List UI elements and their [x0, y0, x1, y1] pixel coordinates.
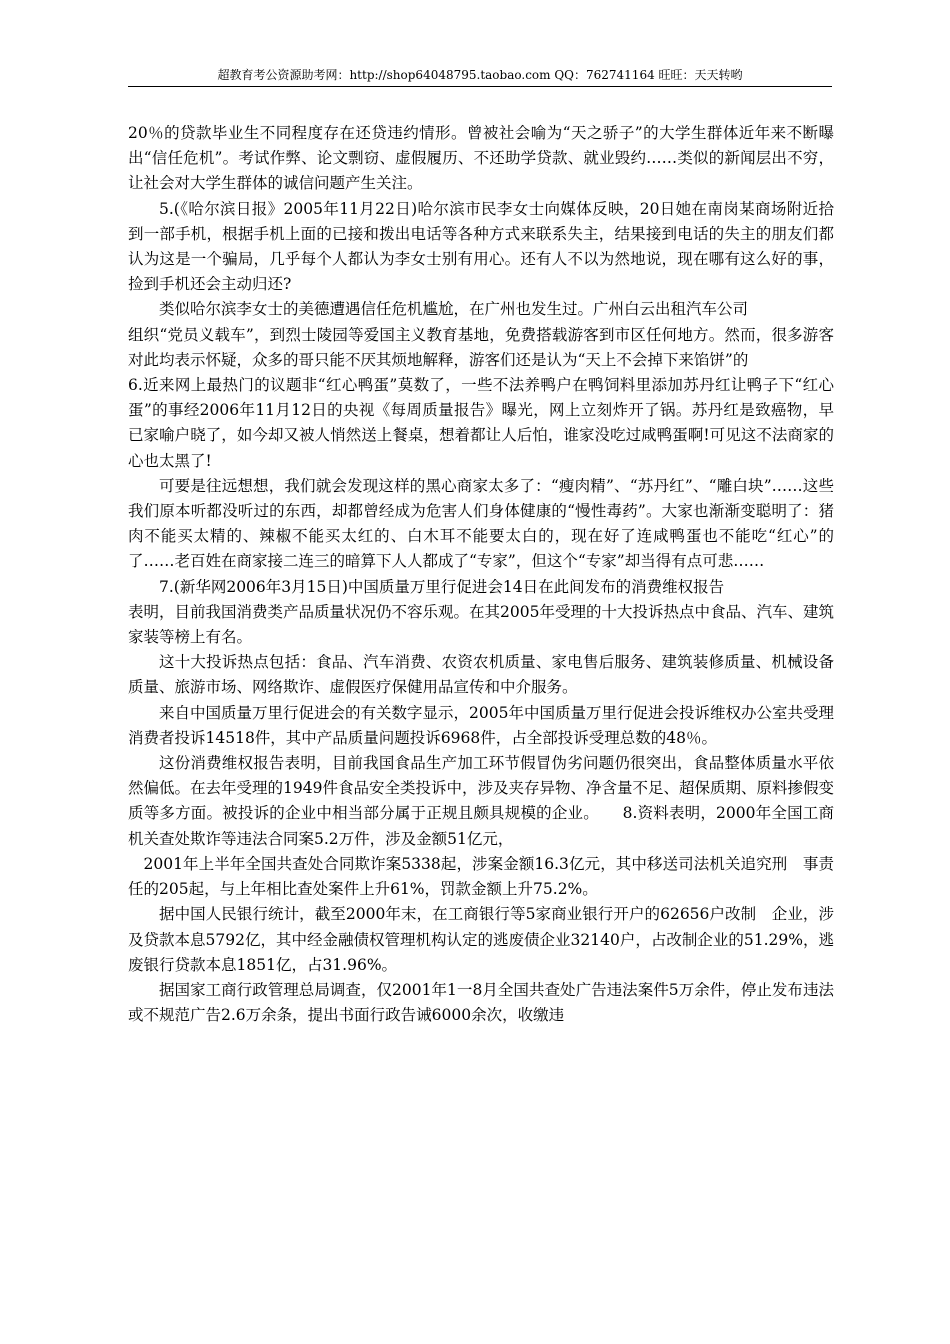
paragraph: 表明，目前我国消费类产品质量状况仍不容乐观。在其2005年受理的十大投诉热点中食品、汽车、建筑家装等榜上有名。 [128, 602, 834, 647]
paragraph: 7.(新华网2006年3月15日)中国质量万里行促进会14日在此间发布的消费维权报告 [159, 577, 725, 596]
paragraph: 5.(《哈尔滨日报》2005年11月22日)哈尔滨市民李女士向媒体反映，20日她在南岗某商场附近拾到一部手机，根据手机上面的已接和拨出电话等各种方式来联系失主，结果接到电话的失主的朋友们都认为这是一个骗局，几乎每个人都认为李女士别有用心。还有人不以为然地说，现在哪有这么好的事，捡到手机还会主动归还? [128, 199, 834, 294]
document-body [128, 121, 834, 1028]
paragraph: 这十大投诉热点包括：食品、汽车消费、农资农机质量、家电售后服务、建筑装修质量、机械设备质量、旅游市场、网络欺诈、虚假医疗保健用品宣传和中介服务。 [128, 653, 834, 697]
paragraph: 来自中国质量万里行促进会的有关数字显示，2005年中国质量万里行促进会投诉维权办公室共受理消费者投诉14518件，其中产品质量问题投诉6968件，占全部投诉受理总数的48％。 [128, 703, 834, 747]
paragraph: 2001年上半年全国共查处合同欺诈案5338起，涉案金额16.3亿元，其中移送司法机关追究刑 事责任的205起，与上年相比查处案件上升61%，罚款金额上升75.2%。 [128, 854, 834, 899]
header-divider [128, 86, 832, 87]
paragraph: 可要是往远想想，我们就会发现这样的黑心商家太多了：“瘦肉精”、“苏丹红”、“雕白块”……这些我们原本听都没听过的东西，却都曾经成为危害人们身体健康的“慢性毒药”。大家也渐渐变聪明了：猪肉不能买太精的、辣椒不能买太红的、白木耳不能要太白的，现在好了连咸鸭蛋也不能吃“红心”的了……老百姓在商家接二连三的暗算下人人都成了“专家”，但这个“专家”却当得有点可悲…… [128, 476, 834, 571]
paragraph: 组织“党员义载车”，到烈士陵园等爱国主义教育基地，免费搭载游客到市区任何地方。然而，很多游客对此均表示怀疑，众多的哥只能不厌其烦地解释，游客们还是认为“天上不会掉下来馅饼”的 [128, 325, 834, 369]
paragraph: 20％的贷款毕业生不同程度存在还贷违约情形。曾被社会喻为“天之骄子”的大学生群体近年来不断曝出“信任危机”。考试作弊、论文剽窃、虚假履历、不还助学贷款、就业毁约……类似的新闻层出不穷，让社会对大学生群体的诚信问题产生关注。 [128, 124, 834, 193]
paragraph: 6.近来网上最热门的议题非“红心鸭蛋”莫数了，一些不法养鸭户在鸭饲料里添加苏丹红让鸭子下“红心蛋”的事经2006年11月12日的央视《每周质量报告》曝光，网上立刻炸开了锅。苏丹红是致癌物，早已家喻户晓了，如今却又被人悄然送上餐桌，想着都让人后怕，谁家没吃过咸鸭蛋啊!可见这不法商家的心也太黑了! [128, 376, 834, 470]
paragraph: 据国家工商行政管理总局调查，仅2001年1一8月全国共查处广告违法案件5万余件，停止发布违法或不规范广告2.6万余条，提出书面行政告诫6000余次，收缴违 [128, 980, 834, 1025]
paragraph: 类似哈尔滨李女士的美德遭遇信任危机尴尬，在广州也发生过。广州白云出租汽车公司 [159, 300, 749, 319]
paragraph: 据中国人民银行统计，截至2000年末，在工商银行等5家商业银行开户的62656户改制 企业，涉及贷款本息5792亿，其中经金融债权管理机构认定的逃废债企业32140户，占改制企业的51.29%，逃废银行贷款本息1851亿，占31.96%。 [128, 905, 834, 974]
paragraph: 这份消费维权报告表明，目前我国食品生产加工环节假冒伪劣问题仍很突出，食品整体质量水平依然偏低。在去年受理的1949件食品安全类投诉中，涉及夹存异物、净含量不足、超保质期、原料掺假变质等多方面。被投诉的企业中相当部分属于正规且颇具规模的企业。 8.资料表明，2000年全国工商机关查处欺诈等违法合同案5.2万件，涉及金额51亿元， [128, 754, 834, 848]
page-header: 超教育考公资源助考网：http://shop64048795.taobao.com QQ：762741164 旺旺：天天转哟 [217, 68, 743, 82]
